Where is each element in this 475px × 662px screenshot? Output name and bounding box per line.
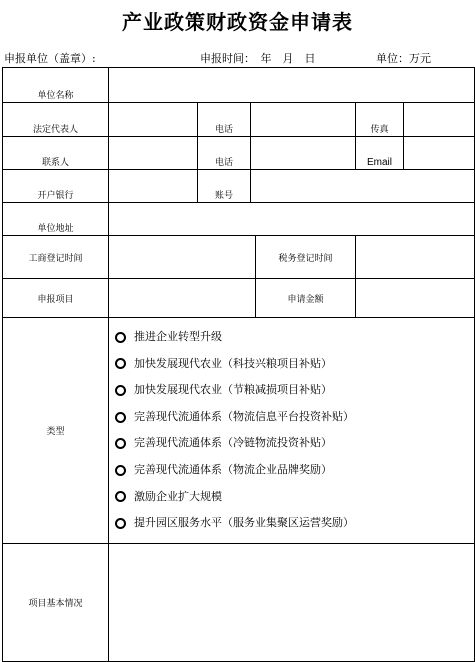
application-form-table	[2, 67, 475, 662]
type-option-label: 完善现代流通体系（物流企业品牌奖励）	[134, 462, 332, 476]
type-option-label: 加快发展现代农业（节粮减损项目补贴）	[134, 383, 332, 397]
radio-circle-icon[interactable]	[115, 412, 126, 423]
type-option-label: 推进企业转型升级	[134, 330, 222, 343]
address-field[interactable]	[109, 203, 475, 236]
type-option-label: 加快发展现代农业（科技兴粮项目补贴）	[134, 356, 332, 370]
radio-circle-icon[interactable]	[115, 358, 126, 369]
currency-unit-label: 单位：万元	[376, 52, 431, 65]
tax-reg-time-field[interactable]	[356, 236, 475, 279]
project-label: 申报项目	[3, 279, 109, 318]
email-label: Email	[356, 137, 404, 170]
contact-phone-field[interactable]	[251, 137, 356, 170]
amount-field[interactable]	[356, 279, 475, 318]
amount-label: 申请金额	[256, 279, 356, 318]
type-option-label: 完善现代流通体系（冷链物流投资补贴）	[134, 436, 332, 450]
form-title: 产业政策财政资金申请表	[122, 10, 353, 34]
address-label: 单位地址	[3, 203, 109, 236]
email-field[interactable]	[404, 137, 475, 170]
type-option[interactable]	[115, 324, 474, 351]
project-info-field[interactable]	[109, 543, 475, 661]
radio-circle-icon[interactable]	[115, 465, 126, 476]
type-option[interactable]	[115, 484, 474, 511]
radio-circle-icon[interactable]	[115, 518, 126, 529]
legal-rep-field[interactable]	[109, 103, 198, 137]
type-option[interactable]	[115, 404, 474, 431]
contact-phone-label: 电话	[198, 137, 251, 170]
radio-circle-icon[interactable]	[115, 438, 126, 449]
type-option[interactable]	[115, 510, 474, 537]
radio-circle-icon[interactable]	[115, 332, 126, 343]
account-field[interactable]	[251, 170, 475, 203]
contact-field[interactable]	[109, 137, 198, 170]
project-field[interactable]	[109, 279, 256, 318]
application-date-label: 申报时间： 年 月 日	[200, 52, 316, 65]
legal-rep-label: 法定代表人	[3, 103, 109, 137]
unit-name-label: 单位名称	[3, 68, 109, 103]
type-options-list	[109, 318, 474, 543]
type-options-cell	[109, 318, 475, 544]
contact-label: 联系人	[3, 137, 109, 170]
phone-label: 电话	[198, 103, 251, 137]
biz-reg-time-label: 工商登记时间	[3, 236, 109, 279]
tax-reg-time-label: 税务登记时间	[256, 236, 356, 279]
type-option-label: 提升园区服务水平（服务业集聚区运营奖励）	[134, 516, 354, 530]
bank-field[interactable]	[109, 170, 198, 203]
project-info-label: 项目基本情况	[3, 543, 109, 661]
type-label: 类型	[3, 318, 109, 544]
type-option[interactable]	[115, 377, 474, 404]
radio-circle-icon[interactable]	[115, 385, 126, 396]
type-option[interactable]	[115, 430, 474, 457]
type-option-label: 完善现代流通体系（物流信息平台投资补贴）	[134, 409, 354, 423]
unit-name-field[interactable]	[109, 68, 475, 103]
fax-field[interactable]	[404, 103, 475, 137]
account-label: 账号	[198, 170, 251, 203]
type-option[interactable]	[115, 457, 474, 484]
radio-circle-icon[interactable]	[115, 491, 126, 502]
biz-reg-time-field[interactable]	[109, 236, 256, 279]
phone-field[interactable]	[251, 103, 356, 137]
type-option-label: 激励企业扩大规模	[134, 489, 222, 503]
fax-label: 传真	[356, 103, 404, 137]
bank-label: 开户银行	[3, 170, 109, 203]
type-option[interactable]	[115, 351, 474, 378]
applicant-unit-label: 申报单位（盖章）:	[4, 52, 96, 65]
